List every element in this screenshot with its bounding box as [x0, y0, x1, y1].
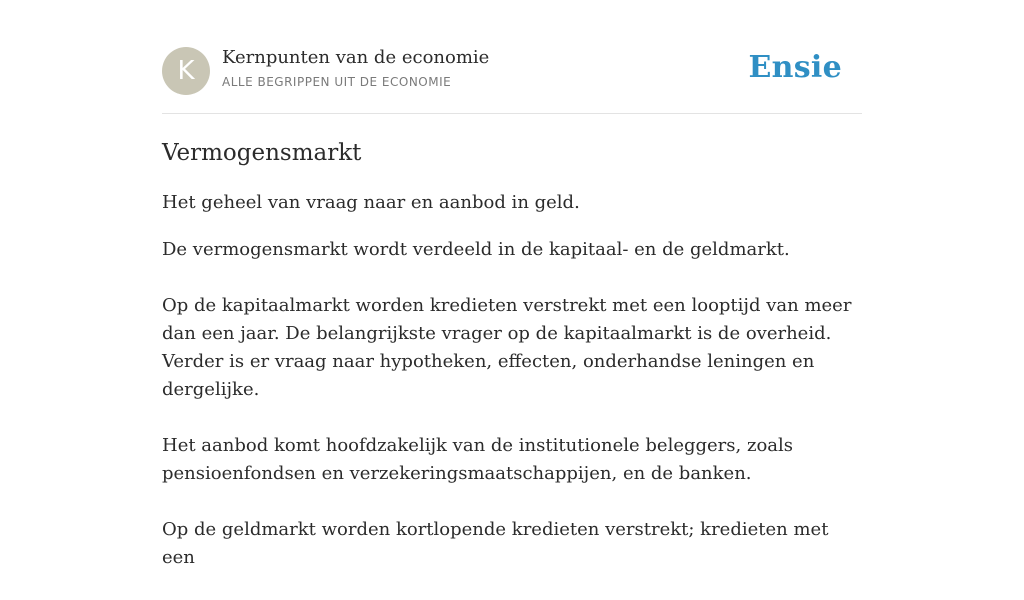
paragraph: Op de kapitaalmarkt worden kredieten verstrekt met een looptijd van meer dan een jaar. De belangrijkste vrager op de kapitaalmarkt is de overheid. Verder is er vraag naar hypotheken, effecten, onderhandse leningen en dergelijke. — [162, 295, 852, 400]
paragraph: De vermogensmarkt wordt verdeeld in de kapitaal- en de geldmarkt. — [162, 239, 790, 260]
site-title-link[interactable]: Kernpunten van de economie — [222, 47, 490, 68]
paragraph: Het aanbod komt hoofdzakelijk van de institutionele beleggers, zoals pensioenfondsen en verzekeringsmaatschappijen, en de banken. — [162, 435, 794, 484]
paragraph: Op de geldmarkt worden kortlopende kredieten verstrekt; kredieten met een — [162, 519, 829, 568]
header-divider — [162, 113, 862, 114]
term-title: Vermogensmarkt — [162, 140, 362, 166]
term-definition: Het geheel van vraag naar en aanbod in geld. — [162, 192, 580, 213]
header — [162, 46, 862, 96]
avatar-letter: K — [177, 56, 195, 86]
article — [162, 137, 862, 600]
avatar[interactable] — [162, 47, 210, 95]
brand-logo[interactable]: Ensie — [748, 50, 842, 85]
site-subtitle: ALLE BEGRIPPEN UIT DE ECONOMIE — [222, 75, 452, 89]
